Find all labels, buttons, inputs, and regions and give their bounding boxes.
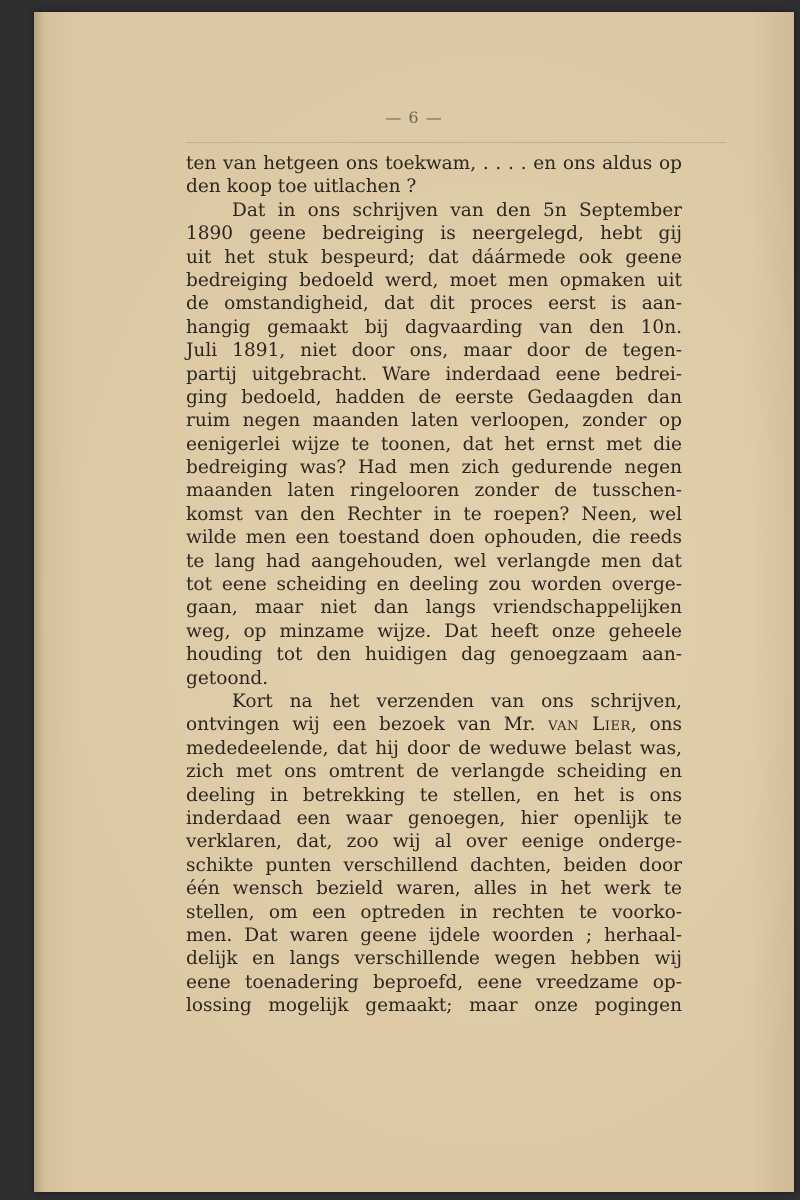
text-line: eenigerlei wijze te toonen, dat het ernst met die [186,433,682,455]
paragraph-start-line: Kort na het verzenden van ons schrijven, [232,690,682,712]
text-line-part: , ons [630,714,682,736]
text-line: stellen, om een optreden in rechten te voorko- [186,901,682,923]
text-line-with-name [186,713,682,736]
text-line-part: ontvingen wij een bezoek van Mr. [186,714,536,736]
text-line: de omstandigheid, dat dit proces eerst is aan- [186,293,682,315]
text-line: den koop toe uitlachen ? [186,176,417,198]
text-line: men. Dat waren geene ijdele woorden ; herhaal- [186,924,682,946]
text-line: 1890 geene bedreiging is neergelegd, hebt gij [186,223,682,245]
text-line: deeling in betrekking te stellen, en het is ons [186,784,682,806]
text-line: één wensch bezield waren, alles in het werk te [186,878,682,900]
text-line: schikte punten verschillend dachten, beiden door [186,854,682,876]
body-text [186,152,682,1017]
text-line: bedreiging bedoeld werd, moet men opmaken uit [186,269,682,291]
text-line: Juli 1891, niet door ons, maar door de tegen- [186,340,682,362]
text-line: houding tot den huidigen dag genoegzaam aan- [186,644,682,666]
page-gutter-shadow [34,12,44,1192]
person-name: van Lier [548,714,631,736]
text-line: wilde men een toestand doen ophouden, die reeds [186,527,682,549]
page-number: — 6 — [385,108,443,127]
text-line: komst van den Rechter in te roepen? Neen, wel [186,503,682,525]
text-line: lossing mogelijk gemaakt; maar onze pogingen [186,995,682,1017]
text-line: delijk en langs verschillende wegen hebben wij [186,948,682,970]
text-line: ging bedoeld, hadden de eerste Gedaagden dan [186,386,682,408]
text-line: hangig gemaakt bij dagvaarding van den 10n. [186,316,682,338]
text-line: weg, op minzame wijze. Dat heeft onze geheele [186,620,682,642]
text-line: mededeelende, dat hij door de weduwe belast was, [186,737,682,759]
text-line: bedreiging was? Had men zich gedurende negen [186,457,682,479]
text-line: maanden laten ringelooren zonder de tusschen- [186,480,682,502]
text-line: ruim negen maanden laten verloopen, zonder op [186,410,682,432]
text-line: verklaren, dat, zoo wij al over eenige onderge- [186,831,682,853]
text-line: inderdaad een waar genoegen, hier openlijk te [186,807,682,829]
text-line: zich met ons omtrent de verlangde scheiding en [186,761,682,783]
paragraph-start-line: Dat in ons schrijven van den 5n September [232,199,682,221]
text-line: partij uitgebracht. Ware inderdaad eene bedrei- [186,363,682,385]
text-line: gaan, maar niet dan langs vriendschappelijken [186,597,682,619]
text-line: uit het stuk bespeurd; dat dáármede ook geene [186,246,682,268]
text-line: getoond. [186,667,269,689]
text-line: tot eene scheiding en deeling zou worden overge- [186,574,682,596]
text-line: ten van hetgeen ons toekwam, . . . . en ons aldus op [186,153,682,174]
text-line: eene toenadering beproefd, eene vreedzame op- [186,971,682,993]
text-line: te lang had aangehouden, wel verlangde men dat [186,550,682,572]
header-rule [186,142,726,143]
